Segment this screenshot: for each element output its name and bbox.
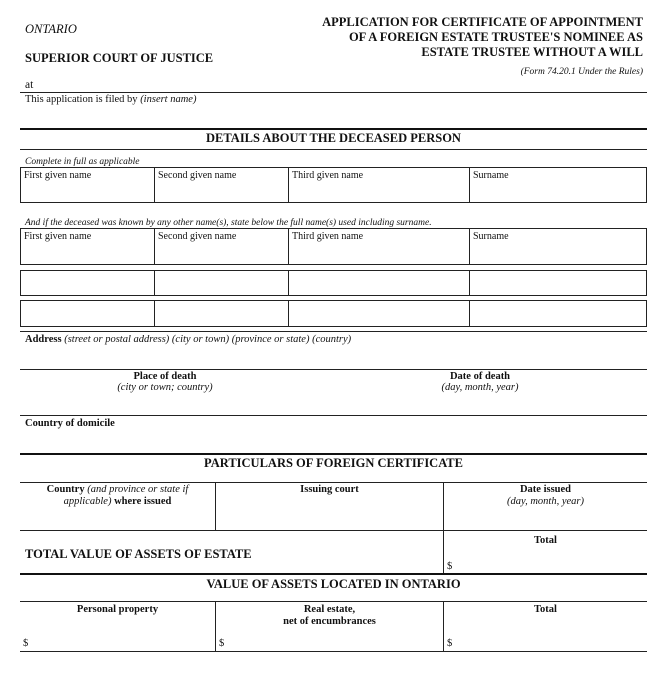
date-of-death-hint: (day, month, year) xyxy=(441,382,519,393)
province-label: ONTARIO xyxy=(25,22,77,36)
address-line xyxy=(20,331,647,332)
form-reference: (Form 74.20.1 Under the Rules) xyxy=(520,67,643,77)
country-issued-label xyxy=(20,484,215,508)
alias-3-second-given-name-field[interactable] xyxy=(154,300,289,327)
country-label-text: Country xyxy=(46,484,85,495)
total-assets-label: TOTAL VALUE OF ASSETS OF ESTATE xyxy=(25,547,252,561)
second-given-name-field[interactable] xyxy=(154,167,289,203)
alias-2-surname-field[interactable] xyxy=(469,270,647,296)
section-divider xyxy=(20,482,647,483)
court-location-field[interactable] xyxy=(40,80,640,92)
column-label: Second given name xyxy=(158,170,237,181)
filed-by-field[interactable] xyxy=(200,95,640,125)
alias-3-third-given-name-field[interactable] xyxy=(288,300,470,327)
total-assets-field[interactable] xyxy=(456,555,644,572)
first-given-name-field[interactable] xyxy=(20,167,155,203)
place-of-death-field[interactable] xyxy=(20,394,333,414)
form-title-line-2: OF A FOREIGN ESTATE TRUSTEE'S NOMINEE AS xyxy=(348,30,643,44)
foreign-certificate-section-title: PARTICULARS OF FOREIGN CERTIFICATE xyxy=(204,456,463,470)
form-title xyxy=(283,15,643,60)
alias-3-first-given-name-field[interactable] xyxy=(20,300,155,327)
domicile-label: Country of domicile xyxy=(25,418,115,429)
column-label: First given name xyxy=(24,170,92,181)
domicile-field[interactable] xyxy=(20,432,647,452)
section-divider xyxy=(20,573,647,575)
column-label: Surname xyxy=(473,170,509,181)
country-label-hint-2: applicable) xyxy=(63,496,112,507)
total-assets-total-label: Total xyxy=(534,535,557,546)
country-issued-field[interactable] xyxy=(20,508,215,529)
column-label: Third given name xyxy=(292,231,364,242)
personal-property-currency: $ xyxy=(23,638,29,649)
alias-1-second-given-name-field[interactable] xyxy=(154,228,289,265)
other-names-note: And if the deceased was known by any other name(s), state below the full name(s) used including surname. xyxy=(25,218,432,228)
section-divider xyxy=(20,453,647,455)
filed-by-label xyxy=(25,94,196,105)
complete-note: Complete in full as applicable xyxy=(25,157,140,167)
at-label: at xyxy=(25,79,34,91)
issuing-court-label: Issuing court xyxy=(300,484,359,495)
death-details-line xyxy=(20,369,647,370)
date-issued-field[interactable] xyxy=(444,508,647,529)
address-hint: (street or postal address) (city or town) (province or state) (country) xyxy=(64,334,352,345)
personal-property-label: Personal property xyxy=(76,604,159,615)
address-label-text: Address xyxy=(25,334,62,345)
personal-property-field[interactable] xyxy=(32,632,212,650)
date-of-death-label: Date of death xyxy=(449,371,511,382)
alias-2-first-given-name-field[interactable] xyxy=(20,270,155,296)
deceased-section-title: DETAILS ABOUT THE DECEASED PERSON xyxy=(206,131,461,145)
surname-field[interactable] xyxy=(469,167,647,203)
ontario-assets-section-title: VALUE OF ASSETS LOCATED IN ONTARIO xyxy=(206,577,461,591)
real-estate-label-line-2: net of encumbrances xyxy=(283,616,376,627)
section-divider xyxy=(20,601,647,602)
at-line xyxy=(20,92,647,93)
date-issued-label: Date issued xyxy=(519,484,572,495)
country-label-where: where issued xyxy=(114,496,172,507)
column-label: Surname xyxy=(473,231,509,242)
filed-by-hint: (insert name) xyxy=(140,94,197,105)
ontario-total-label: Total xyxy=(534,604,557,615)
alias-1-first-given-name-field[interactable] xyxy=(20,228,155,265)
place-of-death-hint: (city or town; country) xyxy=(117,382,213,393)
form-title-line-3: ESTATE TRUSTEE WITHOUT A WILL xyxy=(421,45,643,59)
real-estate-field[interactable] xyxy=(228,632,440,650)
domicile-line xyxy=(20,415,647,416)
third-given-name-field[interactable] xyxy=(288,167,470,203)
court-name: SUPERIOR COURT OF JUSTICE xyxy=(25,51,214,65)
issuing-court-field[interactable] xyxy=(216,497,443,529)
address-label xyxy=(25,334,351,345)
alias-2-second-given-name-field[interactable] xyxy=(154,270,289,296)
column-label: Second given name xyxy=(158,231,237,242)
ontario-total-field[interactable] xyxy=(456,632,644,650)
date-issued-hint: (day, month, year) xyxy=(507,496,584,507)
real-estate-label-line-1: Real estate, xyxy=(303,604,356,615)
real-estate-currency: $ xyxy=(219,638,225,649)
ontario-total-currency: $ xyxy=(447,638,453,649)
real-estate-label xyxy=(216,604,443,628)
total-assets-line xyxy=(20,530,647,531)
form-bottom-line xyxy=(20,651,647,652)
alias-1-surname-field[interactable] xyxy=(469,228,647,265)
alias-1-third-given-name-field[interactable] xyxy=(288,228,470,265)
column-label: First given name xyxy=(24,231,92,242)
date-of-death-field[interactable] xyxy=(334,394,647,414)
alias-2-third-given-name-field[interactable] xyxy=(288,270,470,296)
section-divider xyxy=(20,149,647,150)
address-field[interactable] xyxy=(20,348,647,368)
place-of-death-label: Place of death xyxy=(133,371,197,382)
column-label: Third given name xyxy=(292,170,364,181)
country-label-hint: (and province or state if xyxy=(87,484,189,495)
total-assets-currency: $ xyxy=(447,561,453,572)
form-title-line-1: APPLICATION FOR CERTIFICATE OF APPOINTMENT xyxy=(322,15,643,29)
filed-by-prefix: This application is filed by xyxy=(25,94,138,105)
section-divider xyxy=(20,128,647,130)
alias-3-surname-field[interactable] xyxy=(469,300,647,327)
